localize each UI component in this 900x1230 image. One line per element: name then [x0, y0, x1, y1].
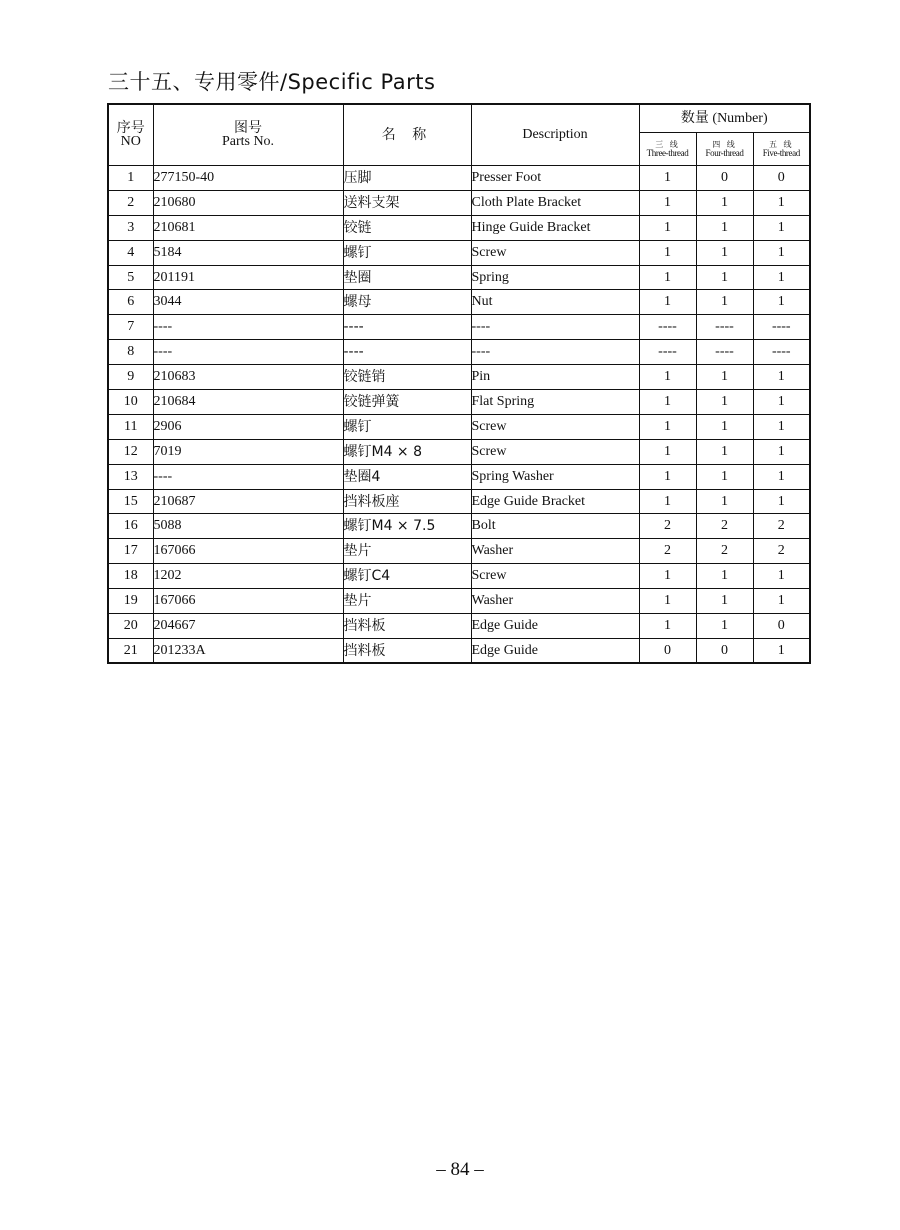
cell-no: 20 — [108, 614, 153, 639]
cell-description: Bolt — [471, 514, 639, 539]
table-row — [108, 464, 810, 489]
cell-name: 挡料板座 — [343, 489, 471, 514]
cell-qty-four: 1 — [696, 614, 753, 639]
cell-name: 垫片 — [343, 589, 471, 614]
cell-qty-five: 1 — [753, 265, 810, 290]
cell-parts-no: 201191 — [153, 265, 343, 290]
cell-description: Presser Foot — [471, 166, 639, 191]
cell-description: Cloth Plate Bracket — [471, 190, 639, 215]
cell-qty-five: 1 — [753, 190, 810, 215]
header-five-thread-en: Five-thread — [762, 147, 800, 158]
cell-parts-no: 167066 — [153, 539, 343, 564]
table-row — [108, 390, 810, 415]
header-three-thread — [639, 133, 696, 166]
cell-parts-no: 210680 — [153, 190, 343, 215]
cell-no: 15 — [108, 489, 153, 514]
cell-parts-no: 210684 — [153, 390, 343, 415]
cell-qty-four: 1 — [696, 265, 753, 290]
cell-description: Edge Guide — [471, 638, 639, 663]
cell-qty-five: 1 — [753, 390, 810, 415]
cell-parts-no: 201233A — [153, 638, 343, 663]
cell-qty-three: 0 — [639, 638, 696, 663]
table-row — [108, 215, 810, 240]
cell-qty-three: 1 — [639, 265, 696, 290]
header-five-thread — [753, 133, 810, 166]
cell-qty-five: 1 — [753, 215, 810, 240]
cell-qty-three: ---- — [639, 340, 696, 365]
table-row — [108, 265, 810, 290]
header-quantity: 数量 (Number) — [639, 104, 810, 133]
cell-no: 2 — [108, 190, 153, 215]
cell-qty-four: 0 — [696, 638, 753, 663]
header-three-thread-cn: 三 线 — [655, 139, 680, 149]
cell-name: 螺钉 — [343, 414, 471, 439]
cell-qty-five: 1 — [753, 564, 810, 589]
cell-description: Pin — [471, 365, 639, 390]
parts-table — [107, 103, 811, 664]
cell-qty-three: 2 — [639, 539, 696, 564]
table-row — [108, 190, 810, 215]
cell-qty-three: 1 — [639, 215, 696, 240]
header-name: 名 称 — [343, 104, 471, 166]
cell-qty-five: 1 — [753, 638, 810, 663]
cell-qty-three: 1 — [639, 439, 696, 464]
cell-qty-four: 1 — [696, 390, 753, 415]
cell-description: Spring — [471, 265, 639, 290]
cell-qty-four: 1 — [696, 240, 753, 265]
cell-description: Spring Washer — [471, 464, 639, 489]
header-three-thread-en: Three-thread — [646, 147, 689, 158]
cell-parts-no: 1202 — [153, 564, 343, 589]
header-no-cn: 序号 — [116, 120, 145, 136]
table-row — [108, 315, 810, 340]
cell-description: Washer — [471, 589, 639, 614]
cell-name: 螺钉 — [343, 240, 471, 265]
cell-parts-no: 277150-40 — [153, 166, 343, 191]
header-four-thread-cn: 四 线 — [712, 139, 737, 149]
header-four-thread-en: Four-thread — [705, 147, 744, 158]
cell-parts-no: 7019 — [153, 439, 343, 464]
header-parts-cn: 图号 — [234, 120, 262, 136]
table-row — [108, 614, 810, 639]
cell-no: 21 — [108, 638, 153, 663]
cell-name: 挡料板 — [343, 614, 471, 639]
cell-parts-no: 5184 — [153, 240, 343, 265]
cell-qty-five: 2 — [753, 539, 810, 564]
cell-no: 9 — [108, 365, 153, 390]
header-parts-en: Parts No. — [221, 134, 275, 149]
table-row — [108, 290, 810, 315]
cell-qty-five: 1 — [753, 414, 810, 439]
cell-parts-no: 3044 — [153, 290, 343, 315]
cell-name: 垫圈 — [343, 265, 471, 290]
table-row — [108, 240, 810, 265]
cell-parts-no: 5088 — [153, 514, 343, 539]
cell-no: 6 — [108, 290, 153, 315]
cell-qty-five: 1 — [753, 589, 810, 614]
cell-name: 送料支架 — [343, 190, 471, 215]
cell-no: 7 — [108, 315, 153, 340]
table-row — [108, 166, 810, 191]
cell-parts-no: 167066 — [153, 589, 343, 614]
cell-name: 螺母 — [343, 290, 471, 315]
table-body — [108, 166, 810, 664]
cell-qty-four: 1 — [696, 489, 753, 514]
cell-qty-four: 1 — [696, 414, 753, 439]
cell-name: ---- — [343, 340, 471, 365]
cell-qty-three: 1 — [639, 190, 696, 215]
cell-description: Washer — [471, 539, 639, 564]
cell-name: 螺钉M4 × 8 — [343, 439, 471, 464]
table-row — [108, 514, 810, 539]
cell-qty-five: 0 — [753, 166, 810, 191]
cell-qty-three: 1 — [639, 564, 696, 589]
cell-name: 挡料板 — [343, 638, 471, 663]
cell-name: 垫圈4 — [343, 464, 471, 489]
cell-name: ---- — [343, 315, 471, 340]
cell-description: Edge Guide — [471, 614, 639, 639]
cell-description: ---- — [471, 340, 639, 365]
cell-qty-four: 1 — [696, 215, 753, 240]
cell-qty-five: 0 — [753, 614, 810, 639]
cell-no: 16 — [108, 514, 153, 539]
cell-qty-four: 2 — [696, 514, 753, 539]
cell-description: Edge Guide Bracket — [471, 489, 639, 514]
cell-parts-no: 210681 — [153, 215, 343, 240]
cell-qty-four: 1 — [696, 589, 753, 614]
cell-qty-four: 1 — [696, 290, 753, 315]
header-parts-no — [153, 104, 343, 166]
cell-qty-three: 1 — [639, 290, 696, 315]
cell-no: 1 — [108, 166, 153, 191]
cell-name: 压脚 — [343, 166, 471, 191]
cell-qty-four: 1 — [696, 564, 753, 589]
cell-description: Hinge Guide Bracket — [471, 215, 639, 240]
header-four-thread — [696, 133, 753, 166]
cell-qty-four: 1 — [696, 365, 753, 390]
cell-no: 3 — [108, 215, 153, 240]
cell-name: 铰链 — [343, 215, 471, 240]
cell-no: 13 — [108, 464, 153, 489]
cell-qty-four: ---- — [696, 315, 753, 340]
cell-parts-no: 210683 — [153, 365, 343, 390]
header-no — [108, 104, 153, 166]
cell-no: 11 — [108, 414, 153, 439]
cell-qty-five: 1 — [753, 489, 810, 514]
cell-qty-five: 1 — [753, 290, 810, 315]
header-no-en: NO — [120, 134, 141, 149]
cell-qty-four: 1 — [696, 439, 753, 464]
cell-qty-three: 1 — [639, 489, 696, 514]
header-five-thread-cn: 五 线 — [768, 139, 794, 149]
cell-qty-four: 1 — [696, 190, 753, 215]
cell-parts-no: ---- — [153, 464, 343, 489]
table-row — [108, 489, 810, 514]
cell-qty-three: 1 — [639, 240, 696, 265]
cell-parts-no: 204667 — [153, 614, 343, 639]
cell-qty-three: 1 — [639, 390, 696, 415]
cell-qty-five: 2 — [753, 514, 810, 539]
table-row — [108, 638, 810, 663]
table-row — [108, 414, 810, 439]
cell-qty-three: 1 — [639, 414, 696, 439]
cell-qty-five: 1 — [753, 464, 810, 489]
cell-qty-three: 1 — [639, 464, 696, 489]
cell-name: 铰链销 — [343, 365, 471, 390]
cell-qty-four: 0 — [696, 166, 753, 191]
table-row — [108, 439, 810, 464]
cell-qty-three: 1 — [639, 166, 696, 191]
page-number: – 84 – — [436, 1159, 484, 1180]
cell-parts-no: ---- — [153, 340, 343, 365]
table-row — [108, 589, 810, 614]
cell-description: Nut — [471, 290, 639, 315]
cell-no: 18 — [108, 564, 153, 589]
cell-qty-three: 1 — [639, 614, 696, 639]
header-description: Description — [471, 104, 639, 166]
cell-description: ---- — [471, 315, 639, 340]
cell-qty-three: ---- — [639, 315, 696, 340]
table-row — [108, 564, 810, 589]
cell-parts-no: ---- — [153, 315, 343, 340]
cell-parts-no: 2906 — [153, 414, 343, 439]
cell-qty-five: 1 — [753, 240, 810, 265]
cell-qty-five: ---- — [753, 340, 810, 365]
cell-qty-four: ---- — [696, 340, 753, 365]
cell-qty-three: 1 — [639, 365, 696, 390]
cell-no: 17 — [108, 539, 153, 564]
table-row — [108, 539, 810, 564]
cell-qty-five: 1 — [753, 439, 810, 464]
cell-no: 8 — [108, 340, 153, 365]
cell-qty-five: 1 — [753, 365, 810, 390]
table-row — [108, 365, 810, 390]
cell-description: Screw — [471, 439, 639, 464]
cell-name: 螺钉C4 — [343, 564, 471, 589]
cell-no: 10 — [108, 390, 153, 415]
cell-qty-four: 1 — [696, 464, 753, 489]
cell-qty-five: ---- — [753, 315, 810, 340]
cell-name: 铰链弹簧 — [343, 390, 471, 415]
table-header — [108, 104, 810, 166]
cell-no: 12 — [108, 439, 153, 464]
cell-description: Screw — [471, 414, 639, 439]
cell-qty-three: 2 — [639, 514, 696, 539]
cell-qty-three: 1 — [639, 589, 696, 614]
cell-no: 4 — [108, 240, 153, 265]
table-row — [108, 340, 810, 365]
cell-parts-no: 210687 — [153, 489, 343, 514]
cell-name: 垫片 — [343, 539, 471, 564]
cell-no: 5 — [108, 265, 153, 290]
cell-description: Screw — [471, 240, 639, 265]
cell-description: Screw — [471, 564, 639, 589]
cell-no: 19 — [108, 589, 153, 614]
cell-name: 螺钉M4 × 7.5 — [343, 514, 471, 539]
page-title: 三十五、专用零件/Specific Parts — [108, 70, 436, 94]
cell-qty-four: 2 — [696, 539, 753, 564]
cell-description: Flat Spring — [471, 390, 639, 415]
